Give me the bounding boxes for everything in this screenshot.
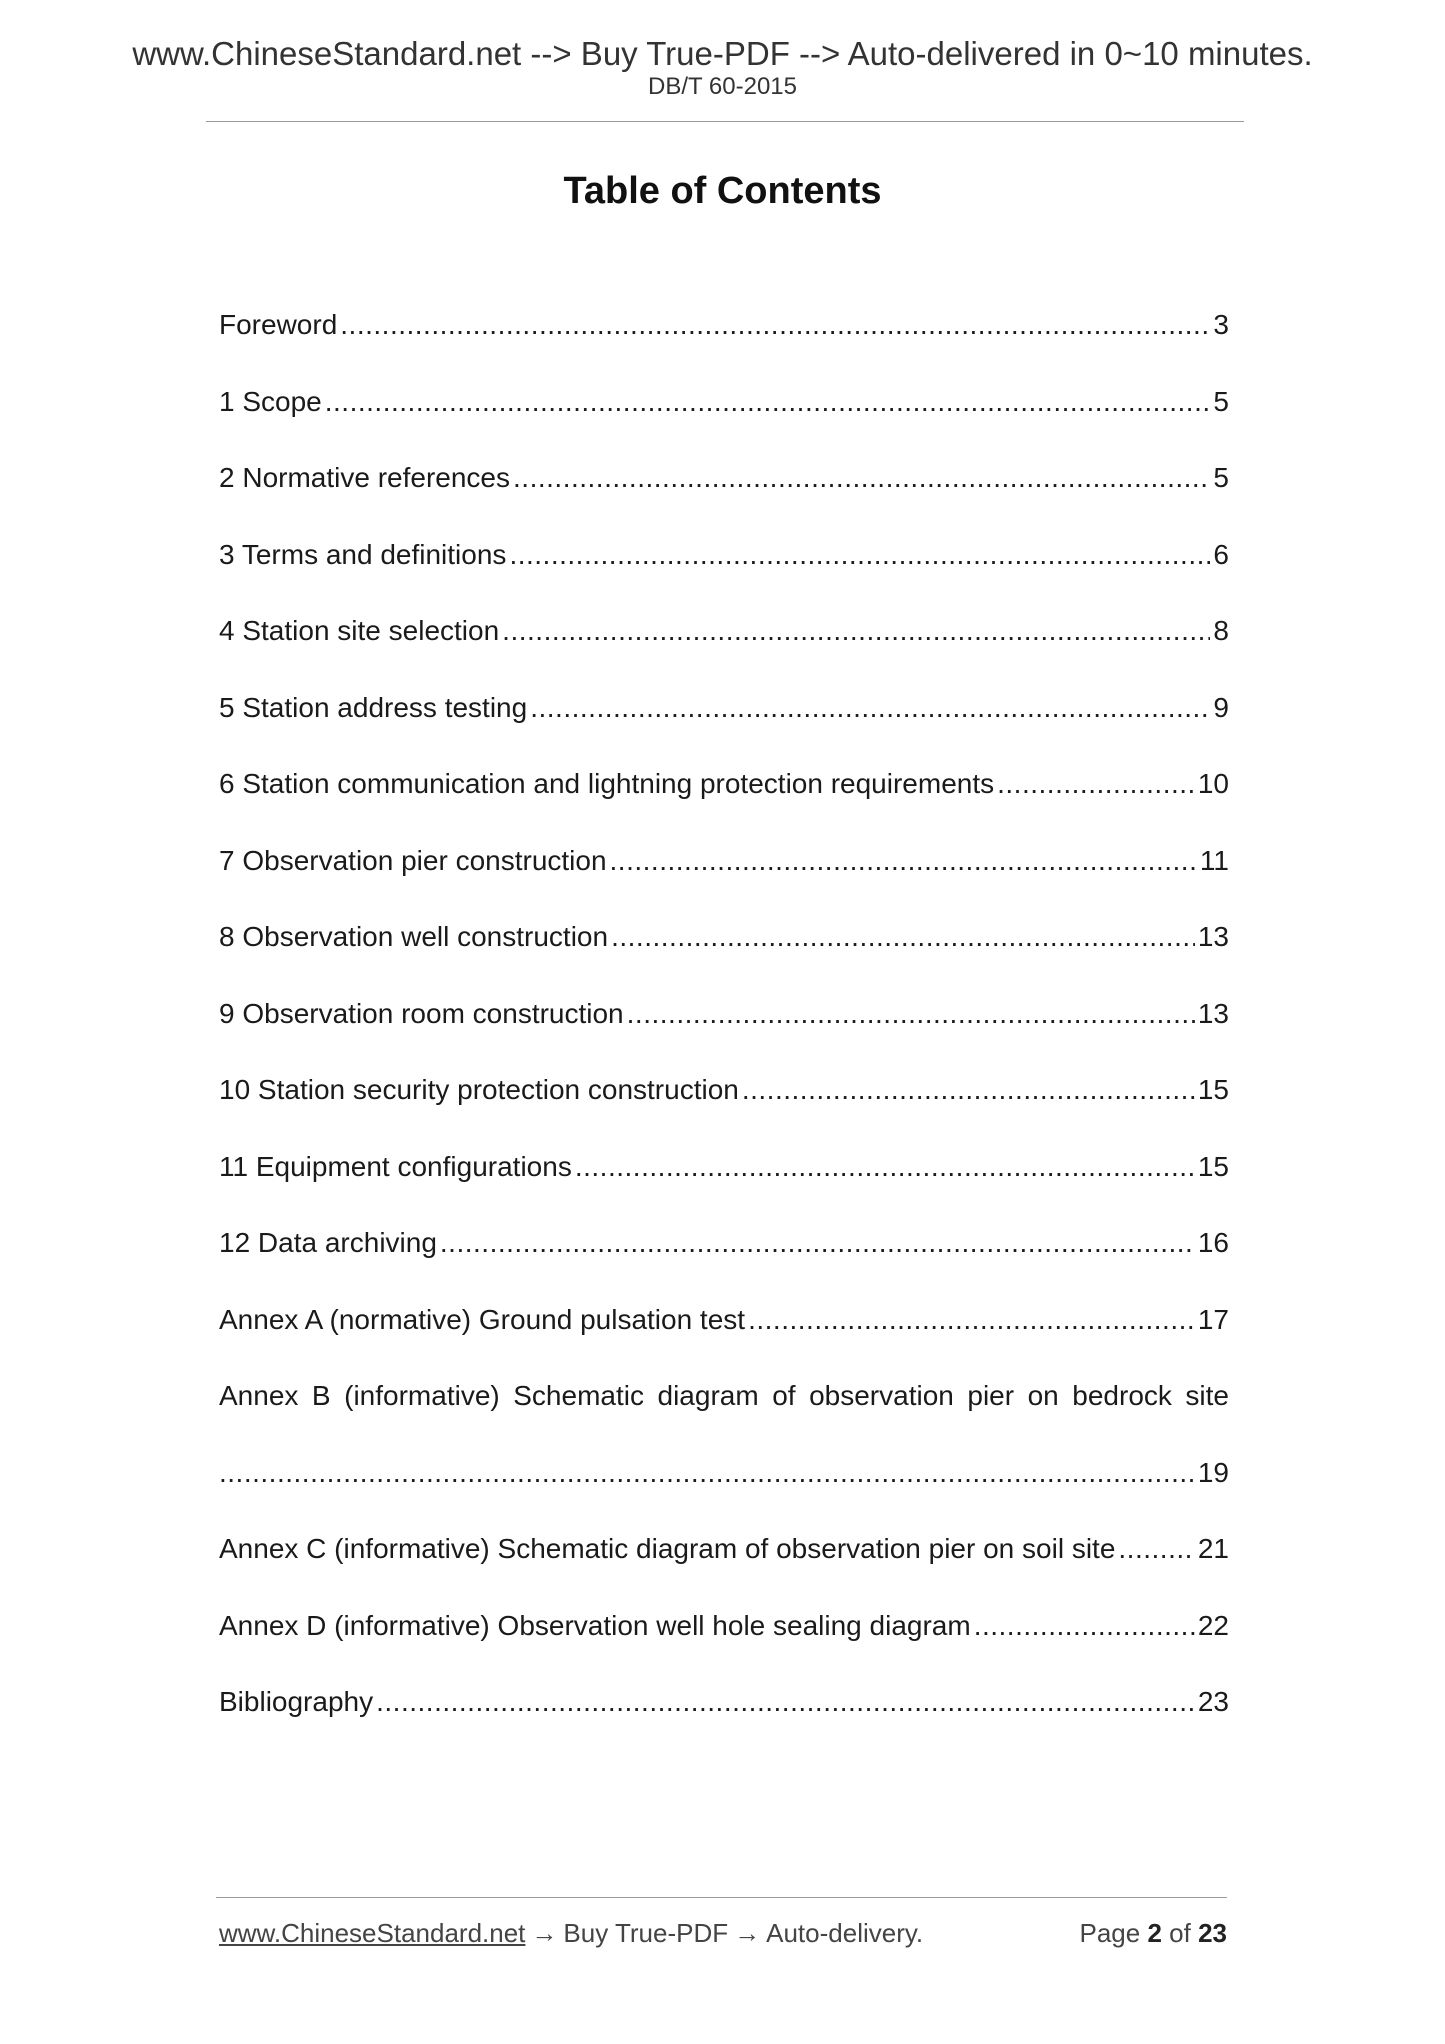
toc-page-number: 21	[1197, 1533, 1229, 1565]
toc-entry-annex-a[interactable]	[219, 1282, 1229, 1359]
toc-entry-annex-b-continuation[interactable]	[219, 1435, 1229, 1512]
toc-label: 4 Station site selection	[219, 615, 500, 647]
toc-entry-annex-d[interactable]	[219, 1588, 1229, 1665]
toc-page-number: 8	[1213, 615, 1229, 647]
toc-label: 8 Observation well construction	[219, 921, 609, 953]
toc-page-number: 11	[1199, 844, 1229, 876]
arrow-right-icon: →	[734, 1918, 761, 1948]
toc-entry-terms-definitions[interactable]	[219, 517, 1229, 594]
toc-label: 12 Data archiving	[219, 1227, 437, 1259]
toc-label: Bibliography	[219, 1686, 374, 1718]
arrow-right-icon: →	[531, 1918, 558, 1948]
toc-leader-dots	[440, 1226, 1195, 1260]
toc-page-number: 13	[1197, 997, 1229, 1029]
document-code: DB/T 60-2015	[648, 73, 797, 100]
toc-label: 9 Observation room construction	[219, 997, 624, 1029]
toc-entry-normative-references[interactable]	[219, 440, 1229, 517]
toc-leader-dots	[325, 385, 1211, 419]
toc-label: 6 Station communication and lightning protection requirements	[219, 768, 995, 800]
toc-label: 5 Station address testing	[219, 691, 528, 723]
toc-leader-dots	[748, 1303, 1195, 1337]
toc-leader-dots	[575, 1150, 1195, 1184]
site-banner: www.ChineseStandard.net --> Buy True-PDF --> Auto-delivered in 0~10 minutes.	[132, 35, 1313, 72]
toc-page-number: 15	[1197, 1150, 1229, 1182]
page-footer	[219, 1918, 1227, 1949]
toc-label: Annex B (informative) Schematic diagram of observation pier on bedrock site	[219, 1380, 1229, 1412]
toc-leader-dots	[502, 614, 1210, 648]
toc-entry-communication-lightning[interactable]	[219, 746, 1229, 823]
site-link[interactable]: www.ChineseStandard.net	[219, 1918, 526, 1948]
table-of-contents	[219, 287, 1229, 1741]
of-word: of	[1169, 1918, 1191, 1948]
toc-entry-bibliography[interactable]	[219, 1664, 1229, 1741]
toc-page-number: 22	[1197, 1609, 1229, 1641]
footer-buy-text: Buy True-PDF	[563, 1918, 729, 1948]
header-divider	[206, 121, 1244, 122]
toc-page-number: 13	[1197, 921, 1229, 953]
toc-label: Annex A (normative) Ground pulsation test	[219, 1303, 746, 1335]
toc-label: 7 Observation pier construction	[219, 844, 607, 876]
toc-leader-dots	[530, 691, 1210, 725]
page-word: Page	[1079, 1918, 1141, 1948]
toc-entry-well-construction[interactable]	[219, 899, 1229, 976]
page-indicator	[1079, 1918, 1227, 1949]
footer-promo	[219, 1918, 923, 1949]
toc-label: 2 Normative references	[219, 462, 511, 494]
toc-entry-equipment-configurations[interactable]	[219, 1129, 1229, 1206]
toc-entry-room-construction[interactable]	[219, 976, 1229, 1053]
toc-leader-dots	[376, 1685, 1195, 1719]
toc-label: 10 Station security protection construction	[219, 1074, 739, 1106]
toc-entry-annex-c[interactable]	[219, 1511, 1229, 1588]
toc-page-number: 23	[1197, 1686, 1229, 1718]
toc-leader-dots	[974, 1609, 1195, 1643]
toc-leader-dots	[340, 308, 1210, 342]
page-title: Table of Contents	[563, 170, 882, 212]
toc-label: Annex C (informative) Schematic diagram of observation pier on soil site	[219, 1533, 1116, 1565]
current-page-number: 2	[1147, 1918, 1162, 1948]
toc-entry-security-protection[interactable]	[219, 1052, 1229, 1129]
toc-page-number: 17	[1197, 1303, 1229, 1335]
toc-leader-dots	[513, 461, 1210, 495]
toc-page-number: 9	[1213, 691, 1229, 723]
toc-leader-dots	[997, 767, 1195, 801]
toc-entry-address-testing[interactable]	[219, 670, 1229, 747]
toc-page-number: 5	[1213, 385, 1229, 417]
toc-page-number: 15	[1197, 1074, 1229, 1106]
toc-leader-dots	[611, 920, 1195, 954]
toc-leader-dots	[509, 538, 1210, 572]
toc-entry-scope[interactable]	[219, 364, 1229, 441]
toc-entry-annex-b[interactable]	[219, 1358, 1229, 1435]
footer-delivery-text: Auto-delivery.	[766, 1918, 924, 1948]
toc-page-number: 16	[1197, 1227, 1229, 1259]
toc-label: 11 Equipment configurations	[219, 1150, 572, 1182]
toc-label: 3 Terms and definitions	[219, 538, 507, 570]
toc-label: 1 Scope	[219, 385, 322, 417]
footer-divider	[216, 1897, 1227, 1898]
toc-page-number: 6	[1213, 538, 1229, 570]
toc-page-number: 10	[1197, 768, 1229, 800]
toc-leader-dots	[219, 1456, 1195, 1490]
toc-entry-foreword[interactable]	[219, 287, 1229, 364]
toc-label: Annex D (informative) Observation well hole sealing diagram	[219, 1609, 971, 1641]
toc-entry-data-archiving[interactable]	[219, 1205, 1229, 1282]
toc-leader-dots	[742, 1073, 1195, 1107]
toc-leader-dots	[627, 997, 1195, 1031]
toc-leader-dots	[1118, 1532, 1194, 1566]
toc-page-number: 3	[1213, 309, 1229, 341]
toc-entry-site-selection[interactable]	[219, 593, 1229, 670]
toc-page-number: 19	[1197, 1456, 1229, 1488]
toc-entry-pier-construction[interactable]	[219, 823, 1229, 900]
total-page-count: 23	[1198, 1918, 1227, 1948]
toc-label: Foreword	[219, 309, 338, 341]
toc-page-number: 5	[1213, 462, 1229, 494]
toc-leader-dots	[610, 844, 1197, 878]
